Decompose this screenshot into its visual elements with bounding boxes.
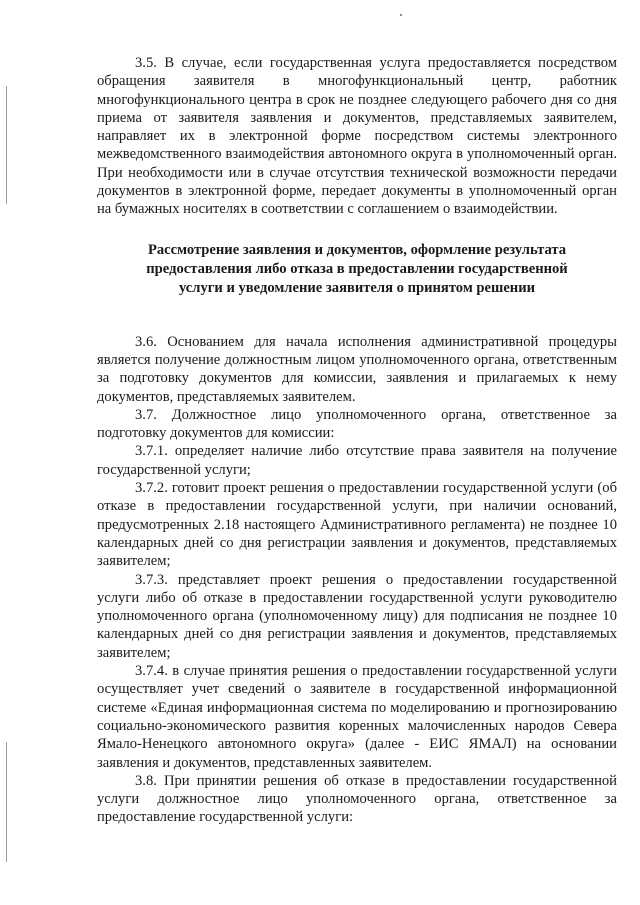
- section-heading-line: услуги и уведомление заявителя о принятом решении: [178, 279, 536, 296]
- paragraph-3-7-4: 3.7.4. в случае принятия решения о предоставлении государственной услуги осуществляет учет сведений о заявителе в государственной информационной системе «Единая информационная система по моделированию и прогнозированию социально-экономического развития коренных малочисленных народов Севера Ямало-Ненецкого автономного округа» (далее - ЕИС ЯМАЛ) на основании заявления и документов, представленных заявителем.: [97, 663, 617, 771]
- scan-edge-mark: [6, 86, 7, 204]
- paragraph-3-8: 3.8. При принятии решения об отказе в предоставлении государственной услуги должностное лицо уполномоченного органа, ответственное за предоставление государственной услуги:: [97, 772, 617, 826]
- section-heading-line: предоставления либо отказа в предоставлении государственной: [146, 260, 568, 277]
- paragraph-3-5: 3.5. В случае, если государственная услуга предоставляется посредством обращения заявителя в многофункциональный центр, работник многофункционального центра в срок не позднее следующего рабочего дня со дня приема от заявителя заявления и документов, представляемых заявителем, направляет их в электронной форме посредством системы электронного межведомственного взаимодействия автономного округа в уполномоченный орган. При необходимости или в случае отсутствия технической возможности передачи документов в электронной форме, передает документы в уполномоченный орган на бумажных носителях в соответствии с соглашением о взаимодействии.: [97, 55, 617, 218]
- scan-edge-mark: [6, 742, 7, 862]
- paragraph-3-7-3: 3.7.3. представляет проект решения о предоставлении государственной услуги либо об отказе в предоставлении государственной услуги руководителю уполномоченного органа (уполномоченному лицу) для подписания не позднее 10 календарных дней со дня регистрации заявления и документов, представляемых заявителем;: [97, 571, 617, 661]
- paragraph-3-7-1: 3.7.1. определяет наличие либо отсутствие права заявителя на получение государственной услуги;: [97, 443, 617, 478]
- document-body: [97, 54, 617, 827]
- paragraph-3-7: 3.7. Должностное лицо уполномоченного органа, ответственное за подготовку документов для комиссии:: [97, 406, 617, 442]
- scan-speck: [400, 14, 402, 16]
- section-heading: [97, 241, 617, 298]
- section-heading-line: Рассмотрение заявления и документов, оформление результата: [147, 241, 567, 258]
- paragraph-3-7-2: 3.7.2. готовит проект решения о предоставлении государственной услуги (об отказе в предоставлении государственной услуги, при наличии оснований, предусмотренных 2.18 настоящего Административного регламента) не позднее 10 календарных дней со дня регистрации заявления и документов, представляемых заявителем;: [97, 480, 617, 570]
- paragraph-3-6: 3.6. Основанием для начала исполнения административной процедуры является получение должностным лицом уполномоченного органа, ответственным за подготовку документов для комиссии, заявления и прилагаемых к нему документов, представляемых заявителем.: [97, 333, 617, 405]
